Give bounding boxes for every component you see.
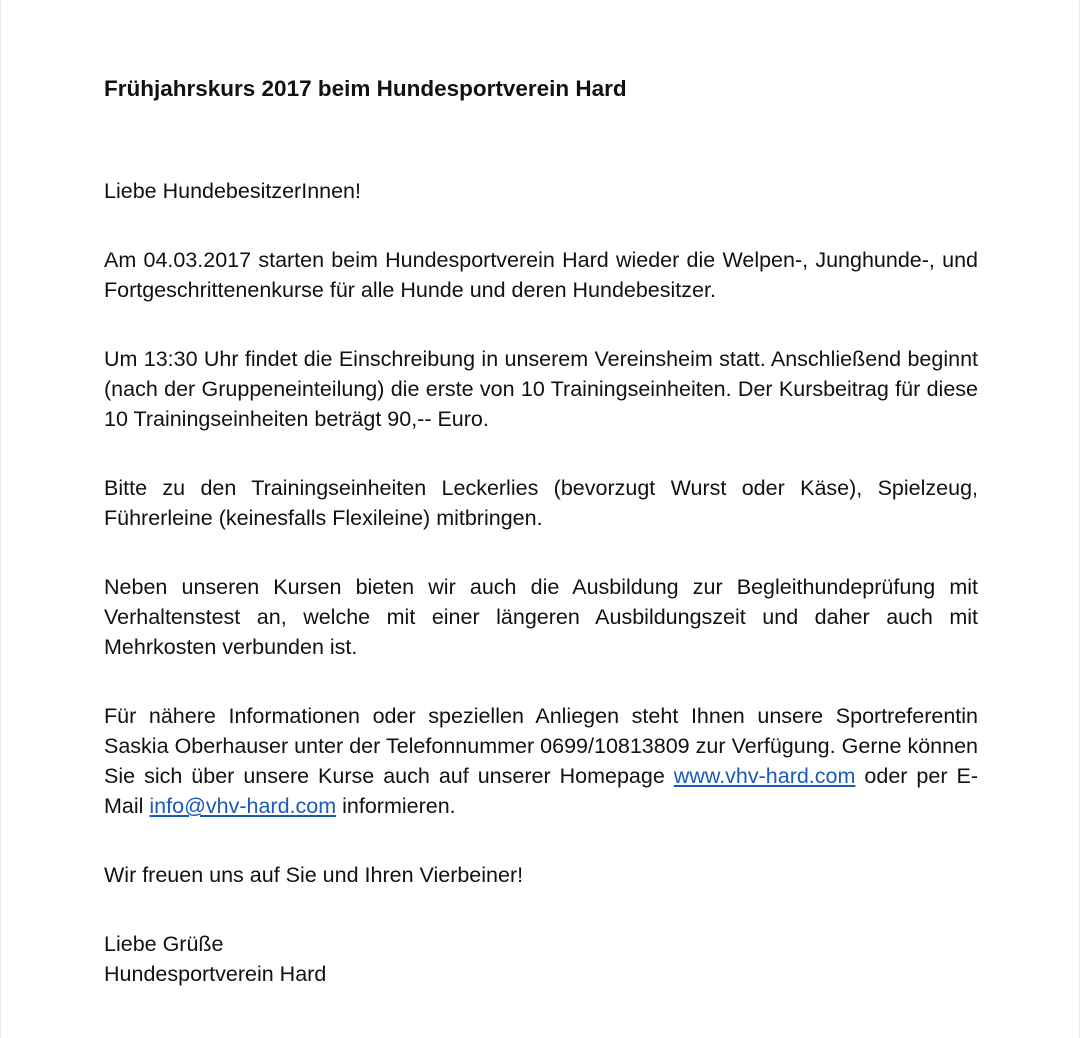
signoff: Liebe Grüße <box>104 932 224 956</box>
paragraph-companion-dog-exam: Neben unseren Kursen bieten wir auch die Ausbildung zur Begleithundeprüfung mit Verhaltenstest an, welche mit einer längeren Ausbildungszeit und daher auch mit Mehrkosten verbunden ist. <box>104 575 978 659</box>
contact-text: Für nähere Informationen oder speziellen Anliegen steht Ihnen unsere Sportreferentin Saskia Oberhauser unter der Telefonnummer 0699/10813809 zur Verfügung. Gerne können Sie sich über unsere Kurse auch auf unserer Homepage <box>104 704 978 788</box>
paragraph-course-start: Am 04.03.2017 starten beim Hundesportverein Hard wieder die Welpen-, Junghunde-, und Fortgeschrittenenkurse für alle Hunde und deren Hundebesitzer. <box>104 248 978 302</box>
paragraph-bring-items: Bitte zu den Trainingseinheiten Leckerlies (bevorzugt Wurst oder Käse), Spielzeug, Führerleine (keinesfalls Flexileine) mitbringen. <box>104 476 978 530</box>
letter-title: Frühjahrskurs 2017 beim Hundesportverein Hard <box>104 76 627 101</box>
paragraph-contact-info <box>104 701 978 821</box>
greeting: Liebe HundebesitzerInnen! <box>104 179 361 203</box>
contact-text-between: oder per E-Mail <box>104 764 978 818</box>
paragraph-registration: Um 13:30 Uhr findet die Einschreibung in unserem Vereinsheim statt. Anschließend beginnt (nach der Gruppeneinteilung) die erste von 10 Trainingseinheiten. Der Kursbeitrag für diese 10 Trainingseinheiten beträgt 90,-- Euro. <box>104 347 978 431</box>
closing-line: Wir freuen uns auf Sie und Ihren Vierbeiner! <box>104 863 524 887</box>
signature: Hundesportverein Hard <box>104 962 327 986</box>
email-link[interactable]: info@vhv-hard.com <box>149 794 337 818</box>
homepage-link[interactable]: www.vhv-hard.com <box>673 764 856 788</box>
contact-text-after: informieren. <box>336 794 456 818</box>
letter-body <box>104 74 978 989</box>
